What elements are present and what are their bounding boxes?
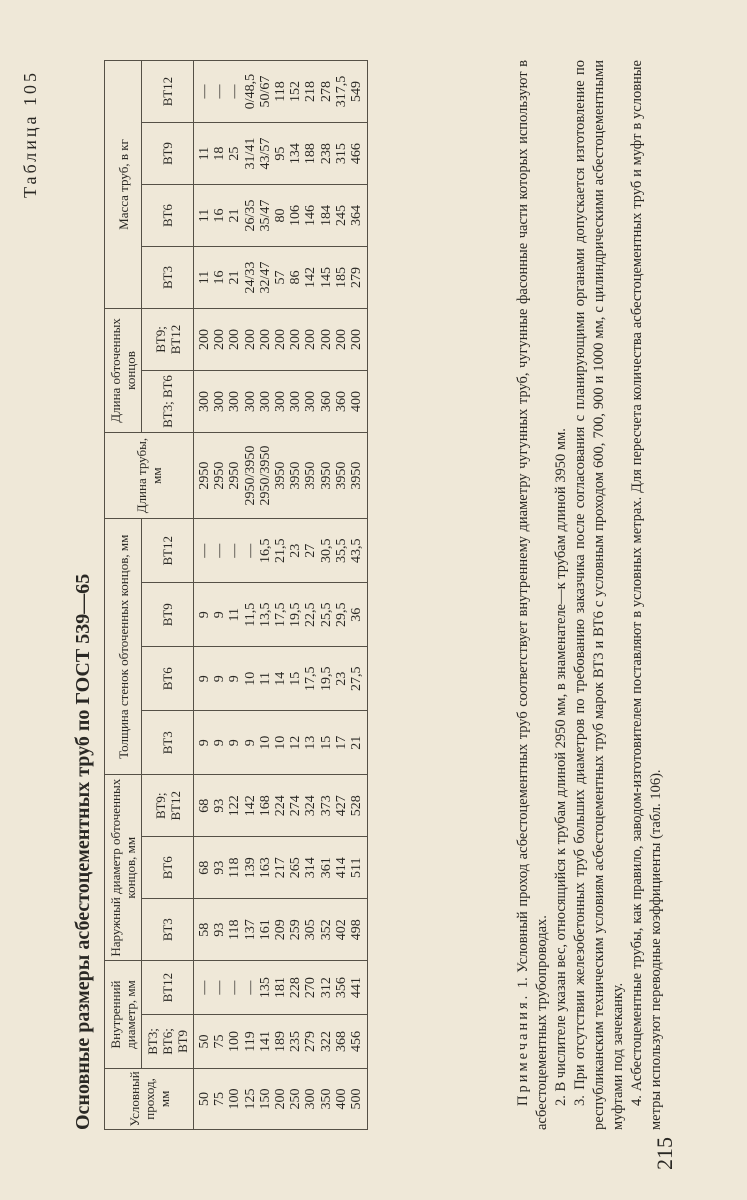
- cell-value: 146: [303, 205, 319, 227]
- col-outer-vt6: [194, 837, 368, 899]
- cell-value: 9: [197, 739, 212, 747]
- cell-value: 265: [288, 857, 304, 879]
- cell-value: 14: [273, 671, 289, 686]
- cell-value: 93: [212, 922, 228, 937]
- cell-value: 12: [288, 735, 304, 750]
- cell-value: 3950: [333, 461, 349, 490]
- cell-value: 86: [288, 270, 304, 285]
- cell-value: 95: [273, 146, 289, 161]
- cell-value: 368: [333, 1030, 349, 1052]
- cell-value: —: [197, 980, 212, 995]
- cell-value: 26/35: [242, 199, 258, 232]
- cell-value: 19,5: [318, 666, 334, 692]
- cell-value: 300: [303, 390, 319, 412]
- cell-value: 356: [333, 977, 349, 999]
- cell-value: 9: [242, 739, 258, 747]
- table-label: Таблица 105: [20, 70, 40, 198]
- cell-value: 10: [257, 735, 273, 750]
- cell-value: 200: [242, 328, 258, 350]
- cell-value: 279: [303, 1030, 319, 1052]
- cell-value: 100: [227, 1030, 243, 1052]
- cell-value: 324: [303, 795, 319, 817]
- cell-value: 2950: [197, 461, 212, 490]
- cell-value: —: [197, 84, 212, 99]
- header-wall-vt12: ВТ12: [142, 519, 194, 583]
- cell-value: —: [227, 84, 243, 99]
- cell-value: —: [197, 543, 212, 558]
- cell-value: 2950: [212, 461, 228, 490]
- cell-value: 142: [303, 267, 319, 288]
- cell-value: 200: [273, 1088, 289, 1110]
- cell-value: 322: [318, 1030, 334, 1052]
- cell-value: 152: [288, 81, 304, 103]
- cell-value: 17,5: [303, 666, 319, 692]
- cell-value: 300: [273, 390, 289, 412]
- cell-value: 2950/3950: [242, 445, 258, 506]
- cell-value: 528: [349, 795, 365, 817]
- cell-value: 17,5: [273, 602, 289, 628]
- cell-value: 50/67: [257, 75, 273, 108]
- cell-value: 549: [349, 81, 365, 103]
- pipe-dimensions-table: [104, 60, 368, 1130]
- note-4: 4. Асбестоцементные трубы, как правило, заводом-изготовителем поставляют в условных метрах. Для пересчета количества асбестоцементных труб и муфт в условные метры используют переводные коэффициенты (табл. 106).: [629, 60, 664, 1130]
- col-inner-vt: [194, 1015, 368, 1069]
- cell-value: 29,5: [333, 602, 349, 628]
- cell-value: 58: [197, 922, 212, 937]
- cell-value: 135: [257, 977, 273, 999]
- header-nominal: Условный проход, мм: [105, 1068, 194, 1129]
- cell-value: 3950: [288, 461, 304, 490]
- cell-value: 279: [349, 267, 365, 288]
- header-outer-vt9-12: ВТ9; ВТ12: [142, 775, 194, 837]
- header-pipe-length: Длина трубы, мм: [105, 432, 194, 518]
- page-title: Основные размеры асбестоцементных труб по ГОСТ 539—65: [72, 573, 94, 1130]
- cell-value: 68: [197, 860, 212, 875]
- cell-value: 3950: [303, 461, 319, 490]
- cell-value: 137: [242, 919, 258, 941]
- cell-value: 350: [318, 1088, 334, 1110]
- cell-value: 184: [318, 205, 334, 227]
- cell-value: 352: [318, 919, 334, 941]
- cell-value: 312: [318, 977, 334, 999]
- note-1: 1. Условный проход асбестоцементных труб соответствует внутреннему диаметру чугунных труб, чугунные фасонные части которых используют в асбестоцементных трубопроводах.: [515, 59, 550, 1130]
- cell-value: 0/48,5: [242, 73, 258, 110]
- cell-value: 16,5: [257, 538, 273, 564]
- col-mass-vt12: [194, 61, 368, 123]
- cell-value: 125: [242, 1088, 258, 1110]
- header-wall-thickness: Толщина стенок обточенных концов, мм: [105, 519, 142, 775]
- cell-value: 118: [273, 81, 289, 102]
- cell-value: 11: [257, 672, 273, 686]
- cell-value: 122: [227, 795, 243, 817]
- cell-value: 181: [273, 977, 289, 999]
- cell-value: 168: [257, 795, 273, 817]
- cell-value: 16: [212, 270, 228, 285]
- header-mass-vt3: ВТ3: [142, 247, 194, 309]
- cell-value: 400: [333, 1088, 349, 1110]
- header-end-vt9-12: ВТ9; ВТ12: [142, 308, 194, 370]
- cell-value: 9: [227, 739, 243, 747]
- cell-value: 238: [318, 143, 334, 165]
- cell-value: 161: [257, 919, 273, 941]
- col-mass-vt6: [194, 185, 368, 247]
- cell-value: 23: [333, 671, 349, 686]
- col-mass-vt3: [194, 247, 368, 309]
- cell-value: 200: [257, 328, 273, 350]
- cell-value: —: [212, 84, 228, 99]
- cell-value: 259: [288, 919, 304, 941]
- cell-value: 185: [333, 267, 349, 288]
- cell-value: 118: [227, 919, 243, 940]
- col-wall-vt9: [194, 583, 368, 647]
- cell-value: 93: [212, 798, 228, 813]
- col-outer-vt3: [194, 899, 368, 961]
- cell-value: 21: [227, 208, 243, 223]
- cell-value: 100: [227, 1088, 243, 1110]
- cell-value: —: [227, 980, 243, 995]
- cell-value: 456: [349, 1030, 365, 1052]
- cell-value: 50: [197, 1091, 212, 1106]
- cell-value: 43/57: [257, 137, 273, 170]
- cell-value: 93: [212, 860, 228, 875]
- cell-value: 145: [318, 267, 334, 288]
- col-nominal: [194, 1068, 368, 1129]
- cell-value: 500: [349, 1088, 365, 1110]
- col-mass-vt9: [194, 123, 368, 185]
- cell-value: 21: [349, 735, 365, 750]
- header-wall-vt6: ВТ6: [142, 647, 194, 711]
- header-outer-vt6: ВТ6: [142, 837, 194, 899]
- cell-value: 141: [257, 1030, 273, 1052]
- cell-value: 360: [333, 390, 349, 412]
- header-mass: Масса труб, в кг: [105, 61, 142, 309]
- cell-value: 200: [333, 328, 349, 350]
- cell-value: 2950: [227, 461, 243, 490]
- cell-value: 314: [303, 857, 319, 879]
- col-length: [194, 432, 368, 518]
- cell-value: 75: [212, 1091, 228, 1106]
- header-mass-vt6: ВТ6: [142, 185, 194, 247]
- cell-value: 278: [318, 81, 334, 103]
- col-inner-vt12: [194, 961, 368, 1015]
- cell-value: 11: [197, 208, 212, 223]
- cell-value: 10: [273, 735, 289, 750]
- cell-value: 200: [273, 328, 289, 350]
- cell-value: 224: [273, 795, 289, 817]
- cell-value: 2950/3950: [257, 445, 273, 506]
- cell-value: 57: [273, 270, 289, 285]
- cell-value: 17: [333, 735, 349, 750]
- cell-value: —: [227, 543, 243, 558]
- cell-value: 11,5: [242, 602, 258, 627]
- cell-value: 15: [288, 671, 304, 686]
- cell-value: 200: [349, 328, 365, 350]
- cell-value: 11: [227, 608, 243, 622]
- cell-value: 498: [349, 919, 365, 941]
- note-3: 3. При отсутствии железобетонных труб больших диаметров по требованию заказчика после согласования с планирующими органами допускается изготовление по республиканским техническим условиям асбестоцементных труб марок ВТ3 и ВТ6 с условным проходом 600, 700, 900 и 1000 мм, с цилиндрическими асбестоцементными муфтами под зачеканку.: [572, 60, 626, 1130]
- header-end-length: Длина обточенных концов: [105, 308, 142, 432]
- cell-value: 43,5: [349, 538, 365, 564]
- cell-value: —: [242, 980, 258, 995]
- cell-value: 245: [333, 205, 349, 227]
- cell-value: 30,5: [318, 538, 334, 564]
- cell-value: 305: [303, 919, 319, 941]
- cell-value: 228: [288, 977, 304, 999]
- cell-value: 139: [242, 857, 258, 879]
- cell-value: 163: [257, 857, 273, 879]
- cell-value: 188: [303, 143, 319, 165]
- cell-value: 75: [212, 1034, 228, 1049]
- cell-value: —: [242, 543, 258, 558]
- cell-value: 35/47: [257, 199, 273, 232]
- notes-label: Примечания.: [515, 992, 531, 1106]
- cell-value: 300: [227, 390, 243, 412]
- cell-value: 217: [273, 857, 289, 879]
- cell-value: 9: [197, 675, 212, 683]
- cell-value: 50: [197, 1034, 212, 1049]
- cell-value: 200: [212, 328, 228, 350]
- cell-value: 22,5: [303, 602, 319, 628]
- cell-value: 250: [288, 1088, 304, 1110]
- cell-value: 300: [288, 390, 304, 412]
- cell-value: 10: [242, 671, 258, 686]
- cell-value: 36: [349, 607, 365, 622]
- cell-value: 21,5: [273, 538, 289, 564]
- cell-value: 11: [197, 270, 212, 285]
- cell-value: 9: [212, 611, 228, 619]
- cell-value: 400: [349, 390, 365, 412]
- header-inner-vt3-6-9: ВТ3; ВТ6; ВТ9: [142, 1015, 194, 1069]
- cell-value: 373: [318, 795, 334, 817]
- cell-value: —: [212, 543, 228, 558]
- cell-value: 150: [257, 1088, 273, 1110]
- cell-value: 3950: [318, 461, 334, 490]
- notes-section: [514, 60, 666, 1130]
- cell-value: 9: [212, 675, 228, 683]
- cell-value: 134: [288, 143, 304, 165]
- cell-value: 9: [197, 611, 212, 619]
- page-number: 215: [652, 1137, 677, 1170]
- header-wall-vt9: ВТ9: [142, 583, 194, 647]
- cell-value: —: [212, 980, 228, 995]
- cell-value: 9: [212, 739, 228, 747]
- header-end-vt3-6: ВТ3; ВТ6: [142, 370, 194, 432]
- cell-value: 25,5: [318, 602, 334, 628]
- cell-value: 361: [318, 857, 334, 879]
- cell-value: 200: [227, 328, 243, 350]
- col-wall-vt6: [194, 647, 368, 711]
- col-wall-vt12: [194, 519, 368, 583]
- cell-value: 441: [349, 977, 365, 999]
- cell-value: 235: [288, 1030, 304, 1052]
- cell-value: 189: [273, 1030, 289, 1052]
- cell-value: 200: [197, 328, 212, 350]
- header-outer-diameter: Наружный диаметр обточенных концов, мм: [105, 775, 142, 961]
- cell-value: 15: [318, 735, 334, 750]
- cell-value: 200: [303, 328, 319, 350]
- cell-value: 119: [242, 1031, 258, 1052]
- cell-value: 466: [349, 143, 365, 165]
- cell-value: 23: [288, 543, 304, 558]
- cell-value: 300: [303, 1088, 319, 1110]
- header-inner-diameter: Внутренний диаметр, мм: [105, 961, 142, 1069]
- header-inner-vt12: ВТ12: [142, 961, 194, 1015]
- cell-value: 27,5: [349, 666, 365, 692]
- cell-value: 317,5: [333, 75, 349, 108]
- cell-value: 511: [349, 857, 365, 878]
- cell-value: 360: [318, 390, 334, 412]
- col-end-vt9-12: [194, 308, 368, 370]
- cell-value: 68: [197, 798, 212, 813]
- cell-value: 16: [212, 208, 228, 223]
- cell-value: 24/33: [242, 261, 258, 294]
- cell-value: 19,5: [288, 602, 304, 628]
- col-outer-vt9-12: [194, 775, 368, 837]
- cell-value: 11: [197, 146, 212, 161]
- cell-value: 300: [197, 390, 212, 412]
- cell-value: 32/47: [257, 261, 273, 294]
- header-outer-vt3: ВТ3: [142, 899, 194, 961]
- cell-value: 3950: [349, 461, 365, 490]
- note-2: 2. В числителе указан вес, относящийся к трубам длиной 2950 мм, в знаменателе—к трубам длиной 3950 мм.: [553, 428, 569, 1106]
- cell-value: 315: [333, 143, 349, 165]
- header-mass-vt9: ВТ9: [142, 123, 194, 185]
- cell-value: 218: [303, 81, 319, 103]
- cell-value: 25: [227, 146, 243, 161]
- cell-value: 300: [212, 390, 228, 412]
- cell-value: 402: [333, 919, 349, 941]
- cell-value: 200: [318, 328, 334, 350]
- cell-value: 27: [303, 543, 319, 558]
- cell-value: 142: [242, 795, 258, 817]
- cell-value: 427: [333, 795, 349, 817]
- cell-value: 13: [303, 735, 319, 750]
- cell-value: 274: [288, 795, 304, 817]
- cell-value: 118: [227, 857, 243, 878]
- cell-value: 414: [333, 857, 349, 879]
- cell-value: 31/41: [242, 137, 258, 170]
- col-wall-vt3: [194, 711, 368, 775]
- cell-value: 209: [273, 919, 289, 941]
- cell-value: 80: [273, 208, 289, 223]
- cell-value: 18: [212, 146, 228, 161]
- cell-value: 200: [288, 328, 304, 350]
- cell-value: 21: [227, 270, 243, 285]
- cell-value: 364: [349, 205, 365, 227]
- cell-value: 270: [303, 977, 319, 999]
- cell-value: 3950: [273, 461, 289, 490]
- col-end-vt3-6: [194, 370, 368, 432]
- cell-value: 300: [242, 390, 258, 412]
- table-data-row: [194, 61, 368, 1130]
- header-wall-vt3: ВТ3: [142, 711, 194, 775]
- header-mass-vt12: ВТ12: [142, 61, 194, 123]
- cell-value: 9: [227, 675, 243, 683]
- cell-value: 300: [257, 390, 273, 412]
- cell-value: 106: [288, 205, 304, 227]
- cell-value: 35,5: [333, 538, 349, 564]
- cell-value: 13,5: [257, 602, 273, 628]
